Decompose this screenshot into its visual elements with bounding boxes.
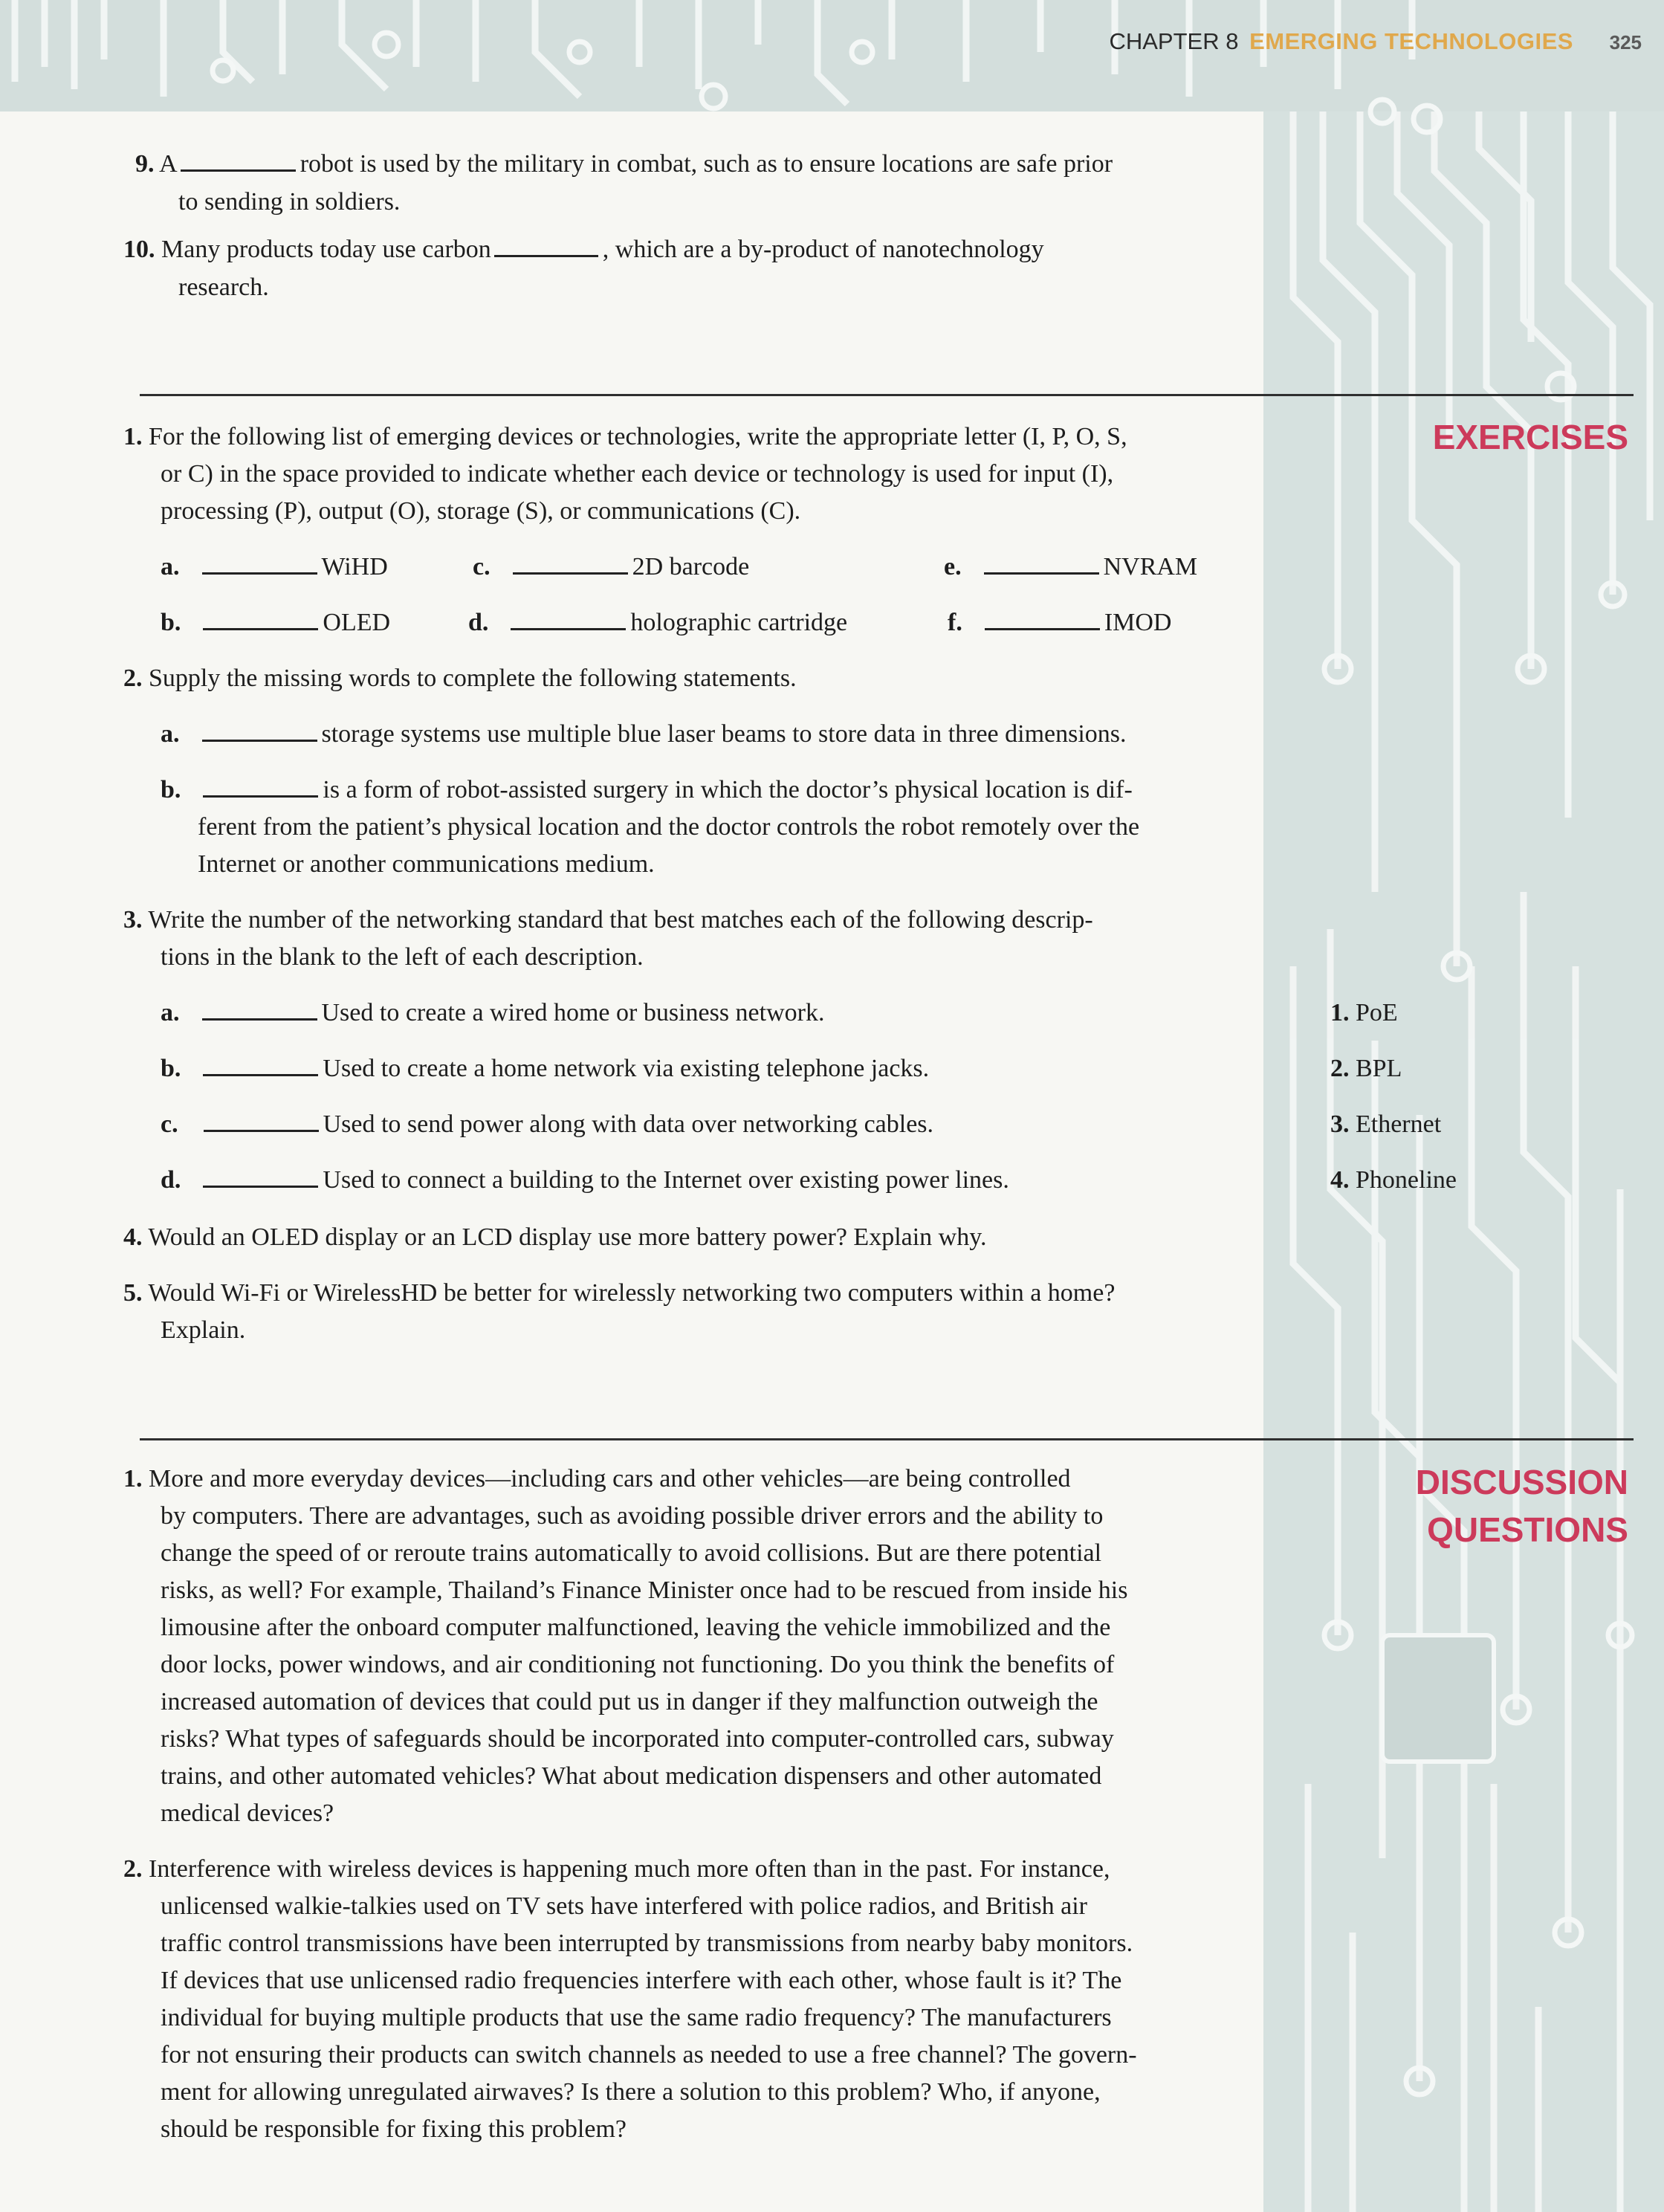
section-rule [140, 1438, 1634, 1440]
matching-option-3: 3. Ethernet [1330, 1110, 1442, 1138]
answer-blank [203, 1163, 318, 1188]
exercise-1-item-c: c. 2D barcode [473, 549, 749, 586]
exercise-2: 2. Supply the missing words to complete the following statements. [123, 664, 797, 692]
exercise-3-item-d: d. Used to connect a building to the Internet over existing power lines. [161, 1162, 1009, 1199]
section-rule [140, 394, 1634, 396]
exercise-1-line3: processing (P), output (O), storage (S), or communications (C). [161, 497, 801, 525]
discussion-question-1-line: limousine after the onboard computer malfunctioned, leaving the vehicle immobilized and the [161, 1614, 1111, 1641]
discussion-question-1-line: by computers. There are advantages, such as avoiding possible driver errors and the ability to [161, 1502, 1104, 1530]
answer-blank [203, 606, 318, 630]
discussion-question-2-line: unlicensed walkie-talkies used on TV sets have interfered with police radios, and British air [161, 1892, 1087, 1920]
discussion-question-1-line: trains, and other automated vehicles? What about medication dispensers and other automated [161, 1762, 1102, 1790]
answer-blank [202, 717, 317, 742]
exercise-3-line1: 3. Write the number of the networking standard that best matches each of the following descrip- [123, 906, 1093, 934]
discussion-question-2-line: for not ensuring their products can switch channels as needed to use a free channel? The govern- [161, 2041, 1137, 2069]
discussion-heading: DISCUSSION QUESTIONS [1415, 1463, 1628, 1549]
exercise-5-line1: 5. Would Wi-Fi or WirelessHD be better for wirelessly networking two computers within a home? [123, 1279, 1116, 1307]
chapter-title: EMERGING TECHNOLOGIES [1249, 28, 1573, 54]
discussion-question-1-line: increased automation of devices that could put us in danger if they malfunction outweigh the [161, 1688, 1098, 1715]
review-question-9-line2: to sending in soldiers. [178, 188, 401, 216]
exercise-4: 4. Would an OLED display or an LCD display use more battery power? Explain why. [123, 1223, 987, 1251]
discussion-question-1-line: risks, as well? For example, Thailand’s Finance Minister once had to be rescued from inside his [161, 1576, 1128, 1604]
exercise-1-line2: or C) in the space provided to indicate whether each device or technology is used for input (I), [161, 460, 1114, 488]
answer-blank [511, 606, 626, 630]
exercise-1-item-f: f. IMOD [948, 604, 1172, 641]
answer-blank [204, 1107, 319, 1132]
review-question-10: 10. Many products today use carbon , which are a by-product of nanotechnology [123, 231, 1044, 268]
running-header [0, 28, 1664, 55]
discussion-question-2: 2. Interference with wireless devices is happening much more often than in the past. For instance, [123, 1855, 1110, 1883]
answer-blank [513, 550, 628, 575]
discussion-question-1-line: change the speed of or reroute trains automatically to avoid collisions. But are there potential [161, 1539, 1102, 1567]
answer-blank [984, 550, 1099, 575]
exercise-1-item-a: a. WiHD [161, 549, 388, 586]
page-number: 325 [1609, 31, 1642, 54]
discussion-question-2-line: traffic control transmissions have been interrupted by transmissions from nearby baby monitors. [161, 1930, 1133, 1957]
answer-blank [181, 147, 296, 172]
matching-option-1: 1. PoE [1330, 999, 1398, 1026]
exercise-2-item-b-line2: ferent from the patient’s physical location and the doctor controls the robot remotely over the [198, 813, 1140, 841]
answer-blank [203, 773, 318, 798]
question-number: 9. [135, 150, 155, 178]
answer-blank [985, 606, 1100, 630]
review-question-9: 9. A robot is used by the military in combat, such as to ensure locations are safe prior [135, 146, 1113, 183]
answer-blank [494, 233, 598, 257]
exercise-3-item-a: a. Used to create a wired home or business network. [161, 995, 824, 1032]
chapter-label: CHAPTER 8 [1109, 28, 1239, 54]
exercise-2-item-b: b. is a form of robot-assisted surgery in which the doctor’s physical location is dif- [161, 772, 1133, 809]
discussion-question-1-line: door locks, power windows, and air conditioning not functioning. Do you think the benefits of [161, 1651, 1115, 1678]
exercise-1-item-e: e. NVRAM [944, 549, 1197, 586]
exercise-1-line1: 1. For the following list of emerging devices or technologies, write the appropriate letter (I, P, O, S, [123, 423, 1127, 450]
discussion-question-2-line: should be responsible for fixing this problem? [161, 2115, 627, 2143]
discussion-question-2-line: ment for allowing unregulated airwaves? Is there a solution to this problem? Who, if anyone, [161, 2078, 1101, 2106]
exercises-heading: EXERCISES [1432, 418, 1628, 456]
exercise-3-item-b: b. Used to create a home network via existing telephone jacks. [161, 1050, 929, 1087]
discussion-question-1-line: medical devices? [161, 1799, 334, 1827]
exercise-3-line2: tions in the blank to the left of each description. [161, 943, 644, 971]
exercise-5-line2: Explain. [161, 1316, 246, 1344]
exercise-2-item-a: a. storage systems use multiple blue laser beams to store data in three dimensions. [161, 716, 1127, 753]
review-question-10-line2: research. [178, 274, 269, 301]
discussion-question-2-line: individual for buying multiple products that use the same radio frequency? The manufacturers [161, 2004, 1112, 2031]
discussion-question-1-line: risks? What types of safeguards should be incorporated into computer-controlled cars, subway [161, 1725, 1114, 1753]
answer-blank [202, 550, 317, 575]
exercise-1-item-d: d. holographic cartridge [468, 604, 847, 641]
answer-blank [202, 996, 317, 1021]
matching-option-4: 4. Phoneline [1330, 1166, 1457, 1194]
exercise-1-item-b: b. OLED [161, 604, 390, 641]
question-number: 10. [123, 236, 155, 263]
exercise-2-item-b-line3: Internet or another communications medium. [198, 850, 655, 878]
answer-blank [203, 1052, 318, 1076]
exercise-3-item-c: c. Used to send power along with data over networking cables. [161, 1106, 933, 1143]
discussion-question-2-line: If devices that use unlicensed radio frequencies interfere with each other, whose fault is it? The [161, 1967, 1122, 1994]
matching-option-2: 2. BPL [1330, 1055, 1402, 1082]
